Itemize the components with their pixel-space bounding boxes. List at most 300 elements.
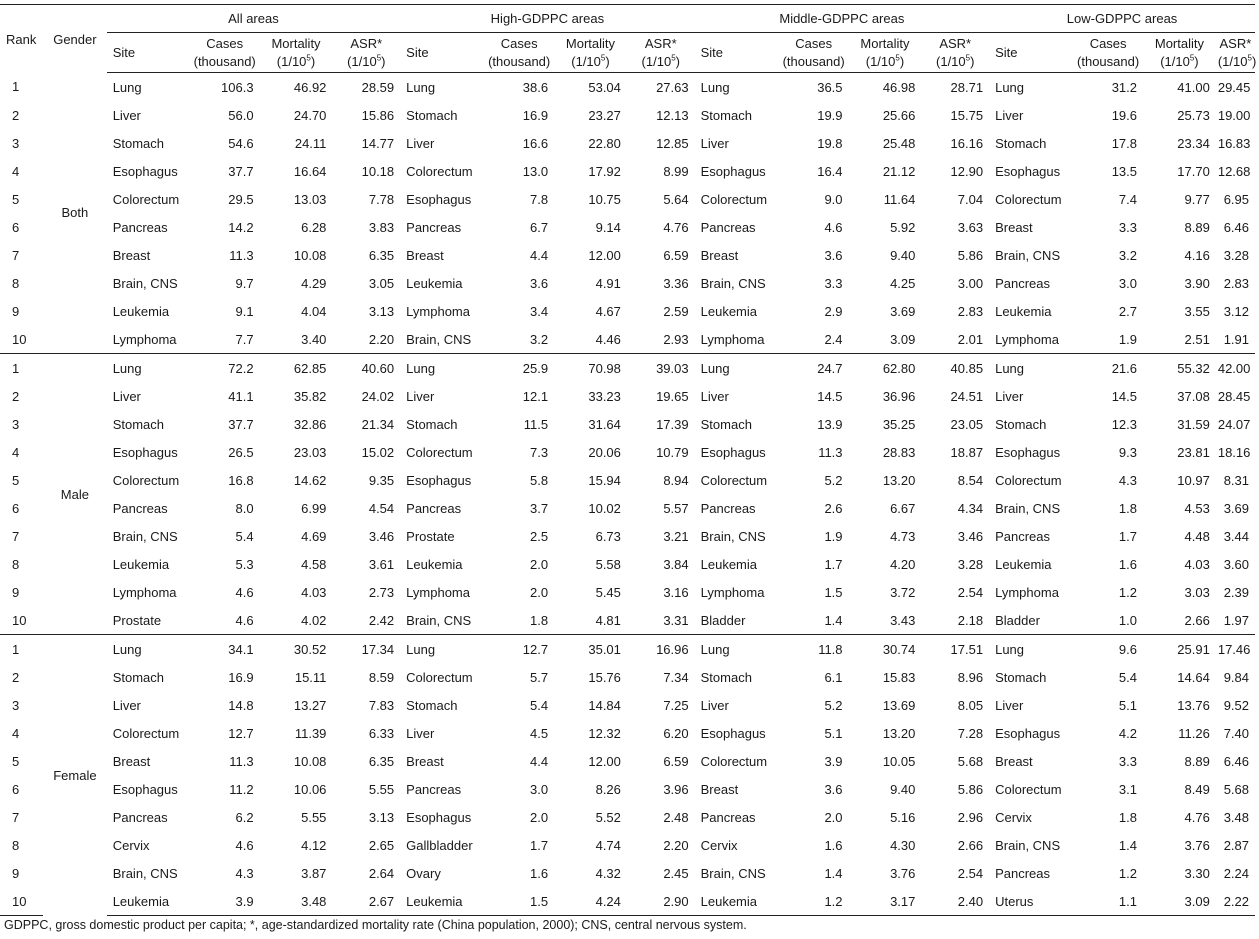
site-cell: Liver	[995, 697, 1024, 713]
site-cell: Lung	[406, 79, 436, 95]
header-text: )	[310, 53, 316, 69]
mortality-cell: 23.27	[588, 107, 621, 123]
table-row	[0, 466, 1255, 494]
cases-cell: 9.1	[235, 303, 254, 319]
asr-cell: 4.34	[957, 500, 984, 516]
group-header: High-GDPPC areas	[400, 5, 694, 33]
mortality-header	[554, 33, 627, 73]
header-text: )	[899, 53, 905, 69]
rank-cell: 3	[12, 697, 20, 713]
mortality-cell: 46.92	[293, 79, 327, 95]
cases-cell: 16.9	[228, 669, 254, 685]
mortality-cell: 4.03	[1184, 556, 1210, 572]
cases-cell: 8.0	[235, 500, 254, 516]
asr-cell: 3.13	[368, 809, 395, 825]
site-cell: Lung	[400, 354, 484, 383]
asr-cell: 12.85	[656, 135, 689, 151]
header-text: Cases	[500, 35, 538, 51]
site-cell: Pancreas	[112, 219, 168, 235]
site-cell: Pancreas	[700, 500, 756, 516]
site-cell: Brain, CNS	[995, 500, 1061, 516]
site-cell: Colorectum	[112, 191, 180, 207]
asr-cell: 9.84	[1223, 669, 1249, 685]
table-row	[0, 297, 1255, 325]
mortality-cell: 4.32	[595, 865, 621, 881]
cases-cell: 4.2	[1118, 725, 1137, 741]
cases-cell: 21.6	[1073, 354, 1143, 383]
asr-cell: 2.66	[957, 837, 984, 853]
site-cell: Stomach	[700, 416, 752, 432]
asr-cell: 2.90	[627, 887, 695, 916]
asr-cell: 6.35	[368, 753, 395, 769]
cases-cell: 3.3	[1118, 219, 1137, 235]
header-text: Mortality	[1154, 35, 1204, 51]
unit-exponent: 5	[1189, 53, 1195, 63]
mortality-cell: 3.90	[1184, 275, 1210, 291]
mortality-cell: 24.70	[293, 107, 327, 123]
group-header-row	[0, 5, 1255, 33]
mortality-cell: 25.73	[1177, 107, 1210, 123]
cases-cell: 12.7	[484, 635, 554, 664]
asr-cell: 3.44	[1223, 528, 1249, 544]
cases-cell: 1.7	[529, 837, 549, 853]
gender-cell: Male	[43, 354, 107, 635]
site-cell: Lung	[700, 79, 730, 95]
mortality-cell: 3.09	[1143, 887, 1216, 916]
cases-cell: 4.4	[529, 247, 549, 263]
cases-cell: 106.3	[221, 79, 254, 95]
mortality-cell: 13.27	[293, 697, 327, 713]
mortality-cell: 15.11	[294, 669, 327, 685]
cases-cell: 5.2	[824, 697, 843, 713]
mortality-cell: 3.55	[1184, 303, 1210, 319]
cases-cell: 5.4	[529, 697, 549, 713]
asr-cell: 2.20	[368, 331, 395, 347]
mortality-cell: 4.20	[890, 556, 916, 572]
asr-cell: 2.64	[368, 865, 395, 881]
site-cell: Stomach	[995, 135, 1047, 151]
asr-cell: 2.93	[663, 331, 689, 347]
mortality-cell: 4.69	[301, 528, 327, 544]
header-text: (1/10	[936, 53, 966, 69]
mortality-cell: 15.76	[588, 669, 621, 685]
mortality-cell: 11.64	[883, 191, 916, 207]
cases-cell: 1.6	[529, 865, 549, 881]
cases-cell: 19.8	[817, 135, 843, 151]
asr-cell: 2.42	[368, 612, 395, 628]
site-cell: Ovary	[406, 865, 441, 881]
site-cell: Lymphoma	[112, 584, 177, 600]
site-cell: Liver	[112, 388, 141, 404]
asr-cell: 3.28	[957, 556, 984, 572]
rank-cell: 3	[12, 416, 20, 432]
cases-cell: 9.0	[824, 191, 843, 207]
asr-cell: 21.34	[361, 416, 395, 432]
cases-cell: 1.5	[824, 584, 843, 600]
mortality-cell: 3.03	[1184, 584, 1210, 600]
unit-exponent: 5	[671, 53, 676, 63]
site-cell: Bladder	[995, 612, 1040, 628]
asr-cell: 7.78	[368, 191, 395, 207]
cases-cell: 5.4	[1118, 669, 1137, 685]
asr-cell: 3.36	[663, 275, 689, 291]
site-cell: Breast	[995, 219, 1033, 235]
mortality-cell: 70.98	[554, 354, 627, 383]
cases-cell: 7.3	[529, 444, 549, 460]
cases-cell: 1.4	[1118, 837, 1137, 853]
cases-cell: 5.8	[529, 472, 549, 488]
asr-cell: 3.12	[1223, 303, 1249, 319]
cases-cell: 37.7	[228, 163, 254, 179]
asr-cell: 2.20	[663, 837, 689, 853]
site-cell: Esophagus	[995, 444, 1061, 460]
header-text: Mortality	[271, 35, 321, 51]
site-cell: Liver	[112, 107, 141, 123]
mortality-cell: 13.20	[882, 725, 916, 741]
asr-cell: 17.51	[921, 635, 989, 664]
header-text: )	[970, 53, 975, 69]
mortality-cell: 3.76	[890, 865, 916, 881]
asr-cell: 17.39	[656, 416, 689, 432]
site-cell: Lymphoma	[406, 303, 470, 319]
cases-cell: 19.9	[817, 107, 843, 123]
asr-cell: 14.77	[361, 135, 395, 151]
header-text: (1/10	[1160, 53, 1190, 69]
site-cell: Brain, CNS	[700, 275, 766, 291]
cases-cell: 1.0	[1118, 612, 1137, 628]
cases-cell: 16.8	[228, 472, 254, 488]
asr-cell: 5.86	[957, 247, 984, 263]
asr-cell: 9.35	[368, 472, 395, 488]
site-cell: Colorectum	[700, 191, 768, 207]
mortality-header	[260, 33, 333, 73]
site-cell: Colorectum	[406, 444, 473, 460]
cases-cell: 4.6	[235, 612, 254, 628]
mortality-cell: 10.97	[1177, 472, 1210, 488]
cases-cell: 56.0	[228, 107, 254, 123]
site-cell: Stomach	[995, 416, 1047, 432]
asr-cell: 8.99	[663, 163, 689, 179]
mortality-cell: 3.87	[301, 865, 327, 881]
asr-cell: 8.94	[663, 472, 689, 488]
site-cell: Esophagus	[112, 444, 178, 460]
mortality-cell: 32.86	[293, 416, 327, 432]
mortality-cell: 6.67	[890, 500, 916, 516]
asr-cell: 29.45	[1217, 79, 1251, 95]
site-cell: Leukemia	[107, 887, 190, 916]
mortality-cell: 10.06	[293, 781, 327, 797]
cases-cell: 3.9	[824, 753, 843, 769]
asr-cell: 5.68	[957, 753, 984, 769]
site-cell: Prostate	[406, 528, 455, 544]
cases-cell: 1.5	[484, 887, 554, 916]
rank-cell: 5	[12, 753, 20, 769]
site-cell: Esophagus	[406, 809, 472, 825]
cases-cell: 24.7	[779, 354, 849, 383]
asr-cell: 6.46	[1223, 753, 1249, 769]
mortality-cell: 15.83	[882, 669, 916, 685]
site-cell: Lymphoma	[995, 584, 1059, 600]
asr-cell: 1.97	[1223, 612, 1249, 628]
asr-cell: 2.39	[1223, 584, 1249, 600]
asr-cell: 18.16	[1217, 444, 1251, 460]
mortality-cell: 36.96	[882, 388, 916, 404]
mortality-cell: 6.28	[301, 219, 327, 235]
table-row	[0, 635, 1255, 664]
mortality-cell: 62.85	[260, 354, 333, 383]
site-cell: Brain, CNS	[700, 865, 766, 881]
site-cell: Brain, CNS	[700, 528, 766, 544]
site-cell: Esophagus	[406, 191, 472, 207]
site-cell: Leukemia	[112, 556, 170, 572]
site-cell: Brain, CNS	[995, 837, 1061, 853]
mortality-cell: 4.12	[301, 837, 327, 853]
mortality-cell: 30.52	[260, 635, 333, 664]
mortality-cell: 4.04	[301, 303, 327, 319]
cases-cell: 5.7	[529, 669, 549, 685]
rank-cell: 9	[12, 865, 20, 881]
rank-cell: 1	[0, 354, 43, 383]
rank-cell: 10	[0, 887, 43, 916]
cases-cell: 72.2	[190, 354, 260, 383]
site-cell: Liver	[700, 388, 729, 404]
cases-cell: 17.8	[1111, 135, 1137, 151]
mortality-cell: 9.14	[595, 219, 621, 235]
mortality-cell: 3.76	[1184, 837, 1210, 853]
asr-cell: 8.05	[957, 697, 984, 713]
table-row	[0, 550, 1255, 578]
cases-cell: 4.3	[235, 865, 254, 881]
cases-cell: 1.9	[824, 528, 843, 544]
asr-cell: 5.68	[1223, 781, 1249, 797]
site-cell: Pancreas	[995, 275, 1051, 291]
header-text: (thousand)	[488, 53, 551, 69]
table-row	[0, 859, 1255, 887]
rank-cell: 9	[12, 584, 20, 600]
asr-cell: 7.34	[663, 669, 689, 685]
site-cell: Leukemia	[695, 887, 779, 916]
site-cell: Lung	[112, 79, 142, 95]
site-cell: Breast	[700, 781, 739, 797]
mortality-cell: 62.80	[849, 354, 922, 383]
asr-cell: 2.01	[957, 331, 984, 347]
header-text: (thousand)	[782, 53, 845, 69]
mortality-cell: 5.92	[890, 219, 916, 235]
mortality-cell: 4.73	[890, 528, 916, 544]
header-text: )	[381, 53, 386, 69]
mortality-cell: 5.52	[595, 809, 621, 825]
site-cell: Stomach	[995, 669, 1047, 685]
asr-cell: 2.48	[663, 809, 689, 825]
mortality-cell: 13.69	[882, 697, 916, 713]
site-cell: Pancreas	[700, 219, 756, 235]
cancer-mortality-table	[0, 4, 1255, 916]
site-cell: Esophagus	[700, 725, 766, 741]
unit-exponent: 5	[306, 53, 311, 63]
site-cell: Colorectum	[406, 163, 473, 179]
asr-cell: 7.04	[957, 191, 984, 207]
mortality-cell: 23.81	[1177, 444, 1210, 460]
cases-cell: 25.9	[484, 354, 554, 383]
asr-cell: 3.13	[368, 303, 395, 319]
asr-header	[332, 33, 400, 73]
site-cell: Lymphoma	[700, 584, 765, 600]
table-row	[0, 522, 1255, 550]
site-cell: Lymphoma	[112, 331, 177, 347]
asr-cell: 16.83	[1217, 135, 1251, 151]
mortality-cell: 12.00	[588, 753, 621, 769]
rank-cell: 5	[12, 191, 20, 207]
table-row	[0, 803, 1255, 831]
header-text: Mortality	[565, 35, 616, 51]
cases-cell: 4.6	[824, 219, 843, 235]
mortality-cell: 8.89	[1184, 219, 1210, 235]
site-cell: Cervix	[995, 809, 1032, 825]
rank-cell: 6	[12, 781, 20, 797]
rank-cell: 4	[12, 444, 20, 460]
cases-cell: 5.4	[235, 528, 254, 544]
cases-cell: 16.6	[522, 135, 549, 151]
site-cell: Brain, CNS	[112, 275, 178, 291]
table-row	[0, 606, 1255, 635]
rank-cell: 6	[12, 219, 20, 235]
site-cell: Bladder	[700, 612, 746, 628]
table-row	[0, 747, 1255, 775]
site-cell: Lymphoma	[700, 331, 765, 347]
mortality-cell: 13.20	[882, 472, 916, 488]
asr-cell: 2.67	[332, 887, 400, 916]
mortality-cell: 31.64	[588, 416, 621, 432]
mortality-cell: 53.04	[588, 79, 621, 95]
header-text: Site	[406, 44, 429, 60]
mortality-cell: 25.91	[1143, 635, 1216, 664]
cases-cell: 41.1	[228, 388, 254, 404]
asr-cell: 8.59	[368, 669, 395, 685]
site-cell: Pancreas	[700, 809, 756, 825]
site-cell: Brain, CNS	[406, 612, 472, 628]
mortality-cell: 17.70	[1177, 163, 1210, 179]
cases-cell: 2.4	[824, 331, 843, 347]
rank-cell: 1	[0, 635, 43, 664]
header-text: (1/10	[641, 53, 672, 69]
asr-cell: 12.68	[1217, 163, 1251, 179]
asr-cell: 40.85	[921, 354, 989, 383]
site-cell: Leukemia	[700, 556, 757, 572]
site-cell: Brain, CNS	[112, 528, 178, 544]
mortality-cell: 6.73	[595, 528, 621, 544]
mortality-cell: 46.98	[882, 79, 916, 95]
mortality-cell: 4.29	[301, 275, 327, 291]
cases-cell: 14.8	[228, 697, 254, 713]
mortality-cell: 3.09	[890, 331, 916, 347]
group-header: Middle-GDPPC areas	[695, 5, 989, 33]
mortality-cell: 3.72	[890, 584, 916, 600]
asr-cell: 2.65	[368, 837, 395, 853]
cases-cell: 13.5	[1111, 163, 1137, 179]
cases-cell: 11.5	[523, 416, 549, 432]
mortality-cell: 12.32	[588, 725, 621, 741]
rank-header: Rank	[0, 5, 43, 73]
cases-cell: 16.4	[817, 163, 843, 179]
asr-cell: 24.07	[1217, 416, 1251, 432]
site-cell: Leukemia	[995, 556, 1052, 572]
site-cell: Pancreas	[112, 500, 168, 516]
group-header: All areas	[107, 5, 400, 33]
asr-cell: 2.54	[957, 865, 984, 881]
cases-cell: 1.6	[1118, 556, 1137, 572]
mortality-cell: 13.76	[1177, 697, 1210, 713]
cases-cell: 6.7	[529, 219, 549, 235]
cases-cell: 3.9	[190, 887, 260, 916]
rank-cell: 8	[12, 275, 20, 291]
site-cell: Lung	[400, 635, 484, 664]
asr-cell: 24.02	[361, 388, 395, 404]
asr-cell: 3.46	[957, 528, 984, 544]
header-text: Mortality	[860, 35, 910, 51]
cases-cell: 3.3	[1118, 753, 1137, 769]
unit-exponent: 5	[965, 53, 971, 63]
mortality-cell: 5.58	[595, 556, 621, 572]
site-cell: Breast	[995, 753, 1033, 769]
asr-cell: 16.16	[950, 135, 984, 151]
mortality-cell: 14.64	[1177, 669, 1210, 685]
rank-cell: 7	[12, 528, 20, 544]
cases-cell: 4.4	[529, 753, 549, 769]
asr-cell: 15.75	[950, 107, 984, 123]
header-text: Cases	[795, 35, 833, 51]
cases-header	[484, 33, 554, 73]
cases-cell: 12.3	[1111, 416, 1137, 432]
cases-cell: 16.9	[522, 107, 549, 123]
table-row	[0, 775, 1255, 803]
cases-cell: 14.5	[817, 388, 843, 404]
header-text: ASR*	[644, 35, 677, 51]
mortality-cell: 5.16	[890, 809, 916, 825]
table-row	[0, 213, 1255, 241]
mortality-cell: 21.12	[882, 163, 916, 179]
cases-cell: 3.6	[824, 247, 843, 263]
asr-cell: 2.73	[368, 584, 395, 600]
mortality-cell: 25.66	[882, 107, 916, 123]
table-row	[0, 410, 1255, 438]
cases-cell: 4.3	[1118, 472, 1137, 488]
site-cell: Breast	[112, 753, 151, 769]
asr-header	[921, 33, 989, 73]
site-cell: Liver	[700, 135, 729, 151]
site-cell: Colorectum	[700, 472, 768, 488]
cases-cell: 2.0	[529, 556, 549, 572]
cases-header	[1073, 33, 1143, 73]
cases-header	[779, 33, 849, 73]
cases-cell: 1.8	[1118, 500, 1137, 516]
asr-cell: 3.21	[663, 528, 689, 544]
table-row	[0, 241, 1255, 269]
site-cell: Colorectum	[995, 191, 1062, 207]
table-row	[0, 887, 1255, 916]
cases-cell: 36.5	[817, 79, 843, 95]
asr-cell: 3.60	[1223, 556, 1249, 572]
asr-cell: 6.20	[663, 725, 689, 741]
asr-cell: 3.61	[368, 556, 395, 572]
asr-cell: 2.45	[663, 865, 689, 881]
site-cell: Pancreas	[406, 781, 462, 797]
site-cell: Stomach	[112, 669, 165, 685]
cases-cell: 1.7	[824, 556, 843, 572]
cases-cell: 6.1	[824, 669, 843, 685]
cases-cell: 13.9	[817, 416, 843, 432]
asr-cell: 2.40	[921, 887, 989, 916]
table-row	[0, 691, 1255, 719]
